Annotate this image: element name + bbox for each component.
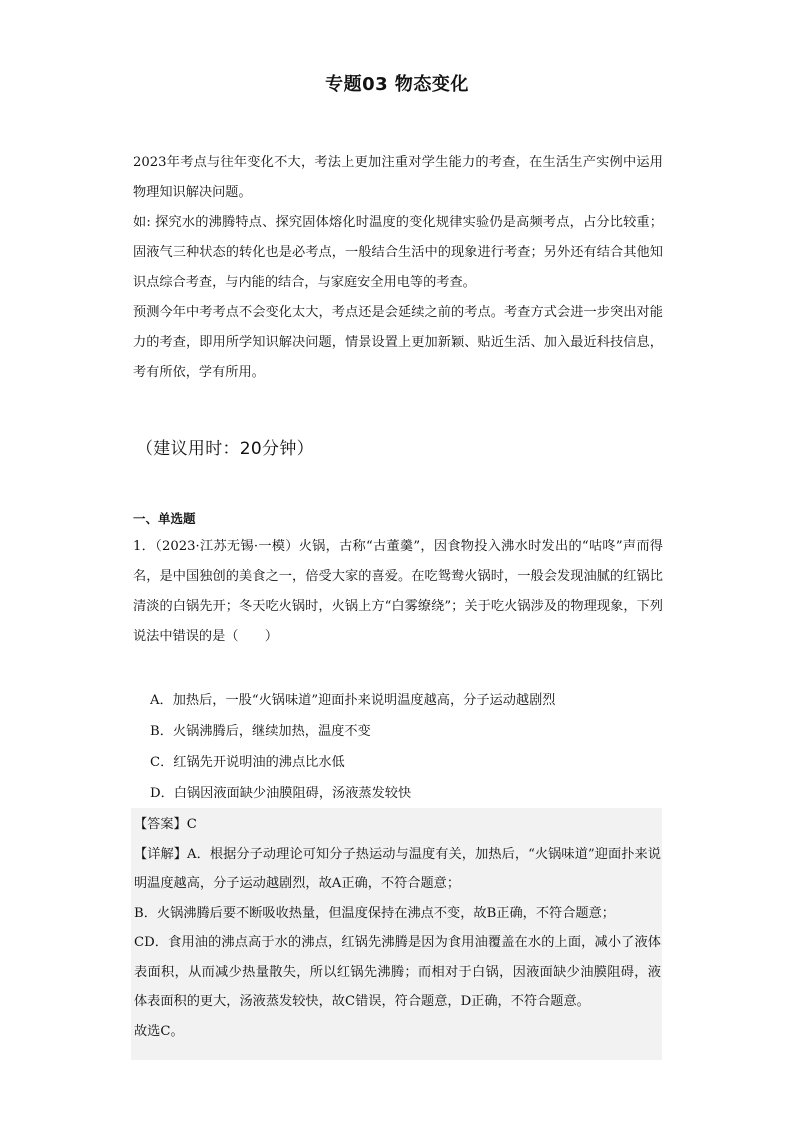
intro-paragraph-2: 如: 探究水的沸腾特点、探究固体熔化时温度的变化规律实验仍是高频考点，占分比较重；固液气三种状态的转化也是必考点，一般结合生活中的现象进行考查；另外还有结合其他知识点综合考查，与内能的结合，与家庭安全用电等的考查。 (133, 215, 663, 290)
intro-section (133, 148, 663, 388)
explanation-paragraph-1: 【详解】A．根据分子动理论可知分子热运动与温度有关，加热后，“火锅味道”迎面扑来说明温度越高，分子运动越剧烈，故A正确，不符合题意； (134, 846, 661, 891)
intro-paragraph-1: 2023年考点与往年变化不大，考法上更加注重对学生能力的考查，在生活生产实例中运用物理知识解决问题。 (133, 155, 663, 200)
answer-line: 【答案】C (134, 817, 197, 832)
page-title: 专题03 物态变化 (325, 74, 469, 95)
answer-content (134, 810, 661, 1046)
answer-explanation-box (131, 808, 662, 1060)
explanation-paragraph-2: B．火锅沸腾后要不断吸收热量，但温度保持在沸点不变，故B正确，不符合题意； (134, 905, 615, 921)
section-heading: 一、单选题 (133, 511, 196, 526)
question-options (150, 685, 660, 809)
explanation-paragraph-3: CD．食用油的沸点高于水的沸点，红锅先沸腾是因为食用油覆盖在水的上面，减小了液体表面积，从而减少热量散失，所以红锅先沸腾；而相对于白锅，因液面缺少油膜阻碍，液体表面积的更大，汤液蒸发较快，故C错误，符合题意，D正确，不符合题意。 (134, 935, 661, 1009)
option-a: A．加热后，一股“火锅味道”迎面扑来说明温度越高，分子运动越剧烈 (150, 693, 556, 708)
question-stem: 1．（2023·江苏无锡·一模）火锅，古称“古董羹”，因食物投入沸水时发出的“咕咚”声而得名，是中国独创的美食之一，倍受大家的喜爱。在吃鸳鸯火锅时，一般会发现油腻的红锅比清淡的白锅先开；冬天吃火锅时，火锅上方“白雾缭绕”；关于吃火锅涉及的物理现象，下列说法中错误的是（ ） (133, 539, 663, 644)
suggested-time-note: （建议用时：20分钟） (136, 439, 314, 459)
question-1 (133, 532, 663, 652)
intro-paragraph-3: 预测今年中考考点不会变化太大，考点还是会延续之前的考点。考查方式会进一步突出对能力的考查，即用所学知识解决问题，情景设置上更加新颖、贴近生活、加入最近科技信息，考有所依，学有所用。 (133, 305, 663, 380)
option-b: B．火锅沸腾后，继续加热，温度不变 (150, 724, 371, 739)
option-d: D．白锅因液面缺少油膜阻碍，汤液蒸发较快 (150, 786, 412, 801)
explanation-conclusion: 故选C。 (134, 1023, 184, 1039)
option-c: C．红锅先开说明油的沸点比水低 (150, 755, 345, 770)
